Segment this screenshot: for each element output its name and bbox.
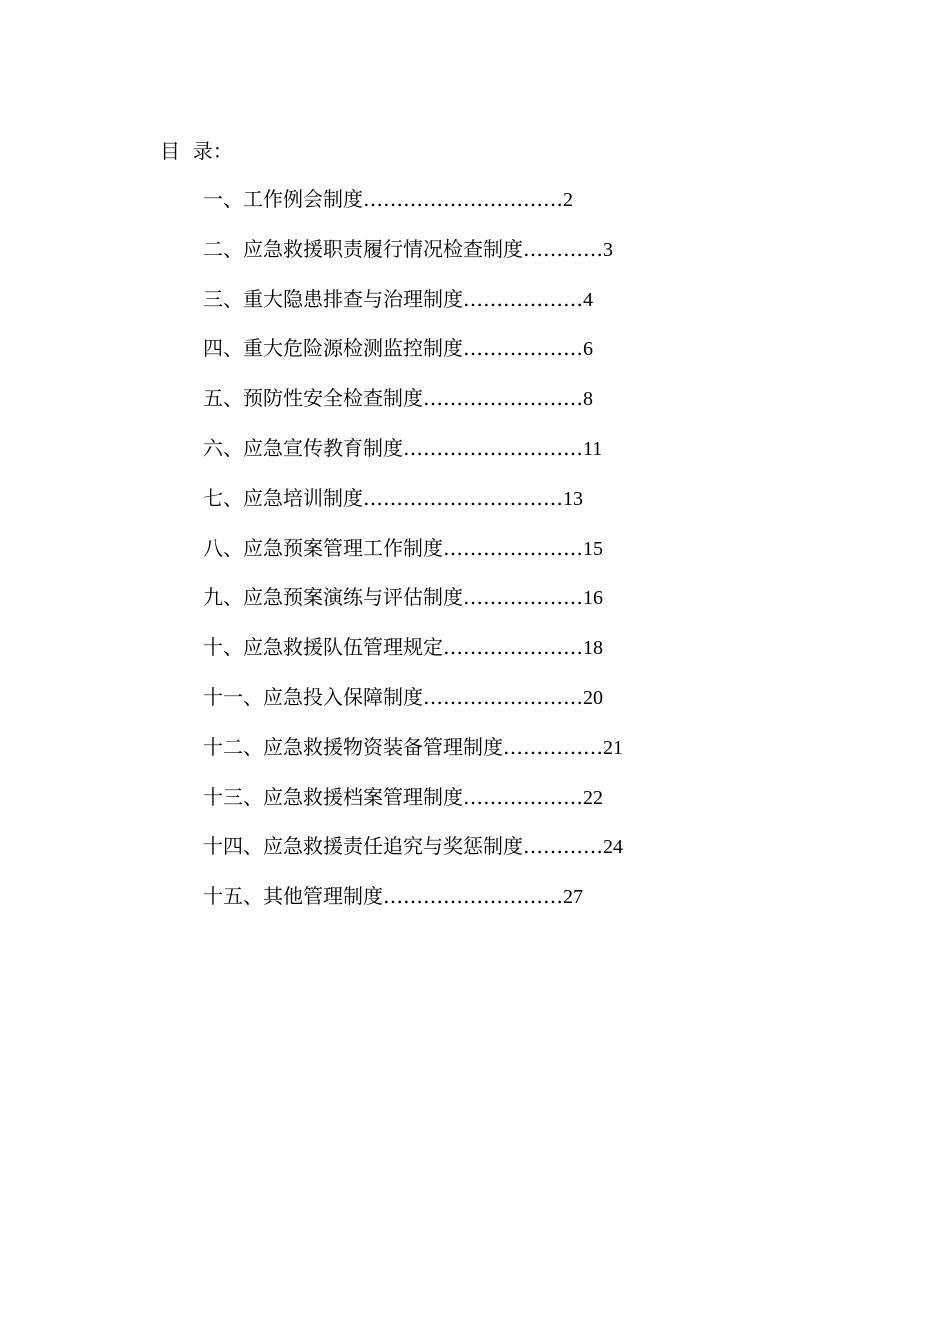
toc-entry-label: 六、应急宣传教育制度 xyxy=(203,435,403,460)
toc-page-number: 21 xyxy=(603,736,623,759)
toc-dot-leader: ……………… xyxy=(463,336,583,361)
toc-entry xyxy=(203,185,623,235)
toc-entry-label: 十四、应急救援责任追究与奖惩制度 xyxy=(203,834,523,859)
toc-page-number: 20 xyxy=(583,686,603,709)
toc-dot-leader: …………… xyxy=(503,734,603,759)
toc-page-number: 3 xyxy=(603,238,613,261)
toc-page-number: 13 xyxy=(563,487,583,510)
toc-entry xyxy=(203,832,623,882)
toc-dot-leader: ………………………… xyxy=(363,187,563,211)
toc-page-number: 6 xyxy=(583,338,593,361)
toc-page-number: 16 xyxy=(583,587,603,610)
toc-dot-leader: ………… xyxy=(523,236,603,261)
toc-entry xyxy=(203,683,623,733)
toc-page-number: 22 xyxy=(583,786,603,809)
toc-page-number: 18 xyxy=(583,637,603,660)
toc-entry-label: 十一、应急投入保障制度 xyxy=(203,684,423,709)
toc-entry-label: 十三、应急救援档案管理制度 xyxy=(203,784,463,809)
toc-entry xyxy=(203,285,623,335)
table-of-contents xyxy=(203,185,623,932)
toc-heading: 目 录： xyxy=(160,139,233,163)
toc-dot-leader: …………………… xyxy=(423,684,583,709)
toc-entry-label: 五、预防性安全检查制度 xyxy=(203,386,423,411)
toc-dot-leader: ………… xyxy=(523,834,603,859)
toc-dot-leader: ……………………… xyxy=(383,884,563,909)
toc-entry-label: 七、应急培训制度 xyxy=(203,485,363,510)
toc-entry-label: 九、应急预案演练与评估制度 xyxy=(203,585,463,610)
toc-page-number: 8 xyxy=(583,388,593,411)
toc-entry xyxy=(203,434,623,484)
toc-dot-leader: ……………………… xyxy=(403,435,583,460)
toc-dot-leader: ……………… xyxy=(463,784,583,809)
toc-entry-label: 二、应急救援职责履行情况检查制度 xyxy=(203,236,523,261)
toc-entry xyxy=(203,384,623,434)
toc-entry xyxy=(203,733,623,783)
toc-entry xyxy=(203,534,623,584)
toc-entry xyxy=(203,235,623,285)
toc-dot-leader: ………………………… xyxy=(363,485,563,510)
toc-page-number: 4 xyxy=(583,288,593,311)
toc-entry-label: 一、工作例会制度 xyxy=(203,187,363,211)
toc-dot-leader: …………………… xyxy=(423,386,583,411)
toc-entry xyxy=(203,882,623,932)
toc-entry xyxy=(203,783,623,833)
toc-entry xyxy=(203,484,623,534)
toc-entry-label: 四、重大危险源检测监控制度 xyxy=(203,336,463,361)
toc-entry xyxy=(203,583,623,633)
toc-entry-label: 十、应急救援队伍管理规定 xyxy=(203,635,443,660)
toc-entry-label: 十二、应急救援物资装备管理制度 xyxy=(203,734,503,759)
toc-entry xyxy=(203,633,623,683)
toc-entry-label: 八、应急预案管理工作制度 xyxy=(203,535,443,560)
toc-page-number: 27 xyxy=(563,886,583,909)
toc-entry-label: 三、重大隐患排查与治理制度 xyxy=(203,286,463,311)
toc-page-number: 2 xyxy=(563,189,573,211)
toc-page-number: 24 xyxy=(603,836,623,859)
toc-entry-label: 十五、其他管理制度 xyxy=(203,884,383,909)
toc-entry xyxy=(203,334,623,384)
toc-page-number: 15 xyxy=(583,537,603,560)
toc-page-number: 11 xyxy=(583,437,603,460)
toc-dot-leader: ………………… xyxy=(443,635,583,660)
toc-dot-leader: ……………… xyxy=(463,585,583,610)
toc-dot-leader: ……………… xyxy=(463,286,583,311)
toc-dot-leader: ………………… xyxy=(443,535,583,560)
